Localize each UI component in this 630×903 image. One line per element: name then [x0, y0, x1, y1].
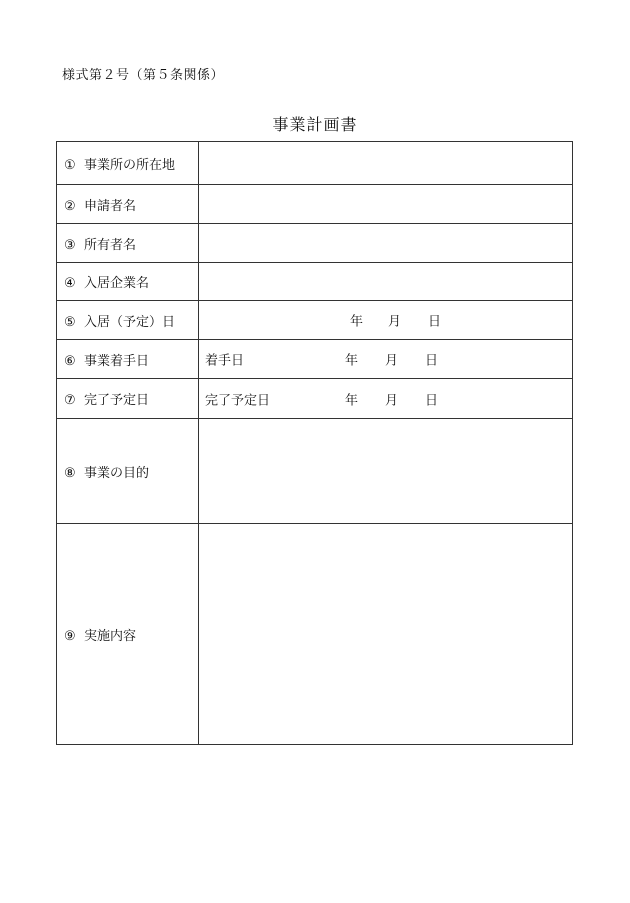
table-row-move-in-date: [57, 301, 573, 340]
day-label: 日: [425, 353, 439, 369]
row-number: ⑦: [64, 393, 76, 408]
day-label: 日: [425, 393, 439, 408]
row-label: 所有者名: [84, 237, 137, 253]
label-cell: [57, 379, 199, 419]
label-cell: [57, 185, 199, 224]
month-label: 月: [385, 393, 399, 408]
row-label: 実施内容: [84, 628, 137, 644]
month-label: 月: [388, 314, 402, 330]
table-row-owner: [57, 224, 573, 263]
label-cell: [57, 340, 199, 379]
business-plan-table: [56, 141, 573, 745]
label-cell: [57, 263, 199, 301]
purpose-field[interactable]: [199, 419, 573, 524]
completion-date-prefix: 完了予定日: [205, 393, 271, 408]
applicant-name-field[interactable]: [199, 185, 573, 224]
document-title: 事業計画書: [272, 115, 358, 134]
tenant-company-field[interactable]: [199, 263, 573, 301]
month-label: 月: [385, 353, 399, 369]
label-cell: [57, 142, 199, 185]
row-label: 申請者名: [84, 198, 137, 214]
row-label: 事業の目的: [84, 465, 150, 481]
location-field[interactable]: [199, 142, 573, 185]
row-number: ③: [64, 237, 76, 253]
implementation-field[interactable]: [199, 524, 573, 745]
row-number: ⑨: [64, 628, 76, 644]
row-number: ⑤: [64, 314, 76, 330]
row-label: 入居（予定）日: [84, 314, 176, 330]
table-row-implementation: [57, 524, 573, 745]
row-number: ⑥: [64, 353, 76, 369]
row-number: ②: [64, 198, 76, 214]
start-date-field[interactable]: [199, 340, 573, 379]
owner-name-field[interactable]: [199, 224, 573, 263]
label-cell: [57, 419, 199, 524]
year-label: 年: [345, 353, 359, 369]
year-label: 年: [350, 314, 364, 330]
year-label: 年: [345, 393, 359, 408]
table-row-purpose: [57, 419, 573, 524]
table-row-location: [57, 142, 573, 185]
row-label: 事業所の所在地: [84, 157, 176, 173]
row-label: 完了予定日: [84, 393, 150, 408]
row-label: 入居企業名: [84, 276, 150, 291]
completion-date-field[interactable]: [199, 379, 573, 419]
row-label: 事業着手日: [84, 353, 150, 369]
label-cell: [57, 524, 199, 745]
table-row-applicant: [57, 185, 573, 224]
form-number: 様式第２号（第５条関係）: [62, 68, 225, 83]
start-date-prefix: 着手日: [205, 353, 245, 369]
label-cell: [57, 301, 199, 340]
row-number: ⑧: [64, 465, 76, 481]
row-number: ④: [64, 276, 76, 291]
table-row-tenant: [57, 263, 573, 301]
table-row-completion-date: [57, 379, 573, 419]
day-label: 日: [428, 314, 442, 330]
label-cell: [57, 224, 199, 263]
table-row-start-date: [57, 340, 573, 379]
row-number: ①: [64, 157, 76, 173]
move-in-date-field[interactable]: [199, 301, 573, 340]
